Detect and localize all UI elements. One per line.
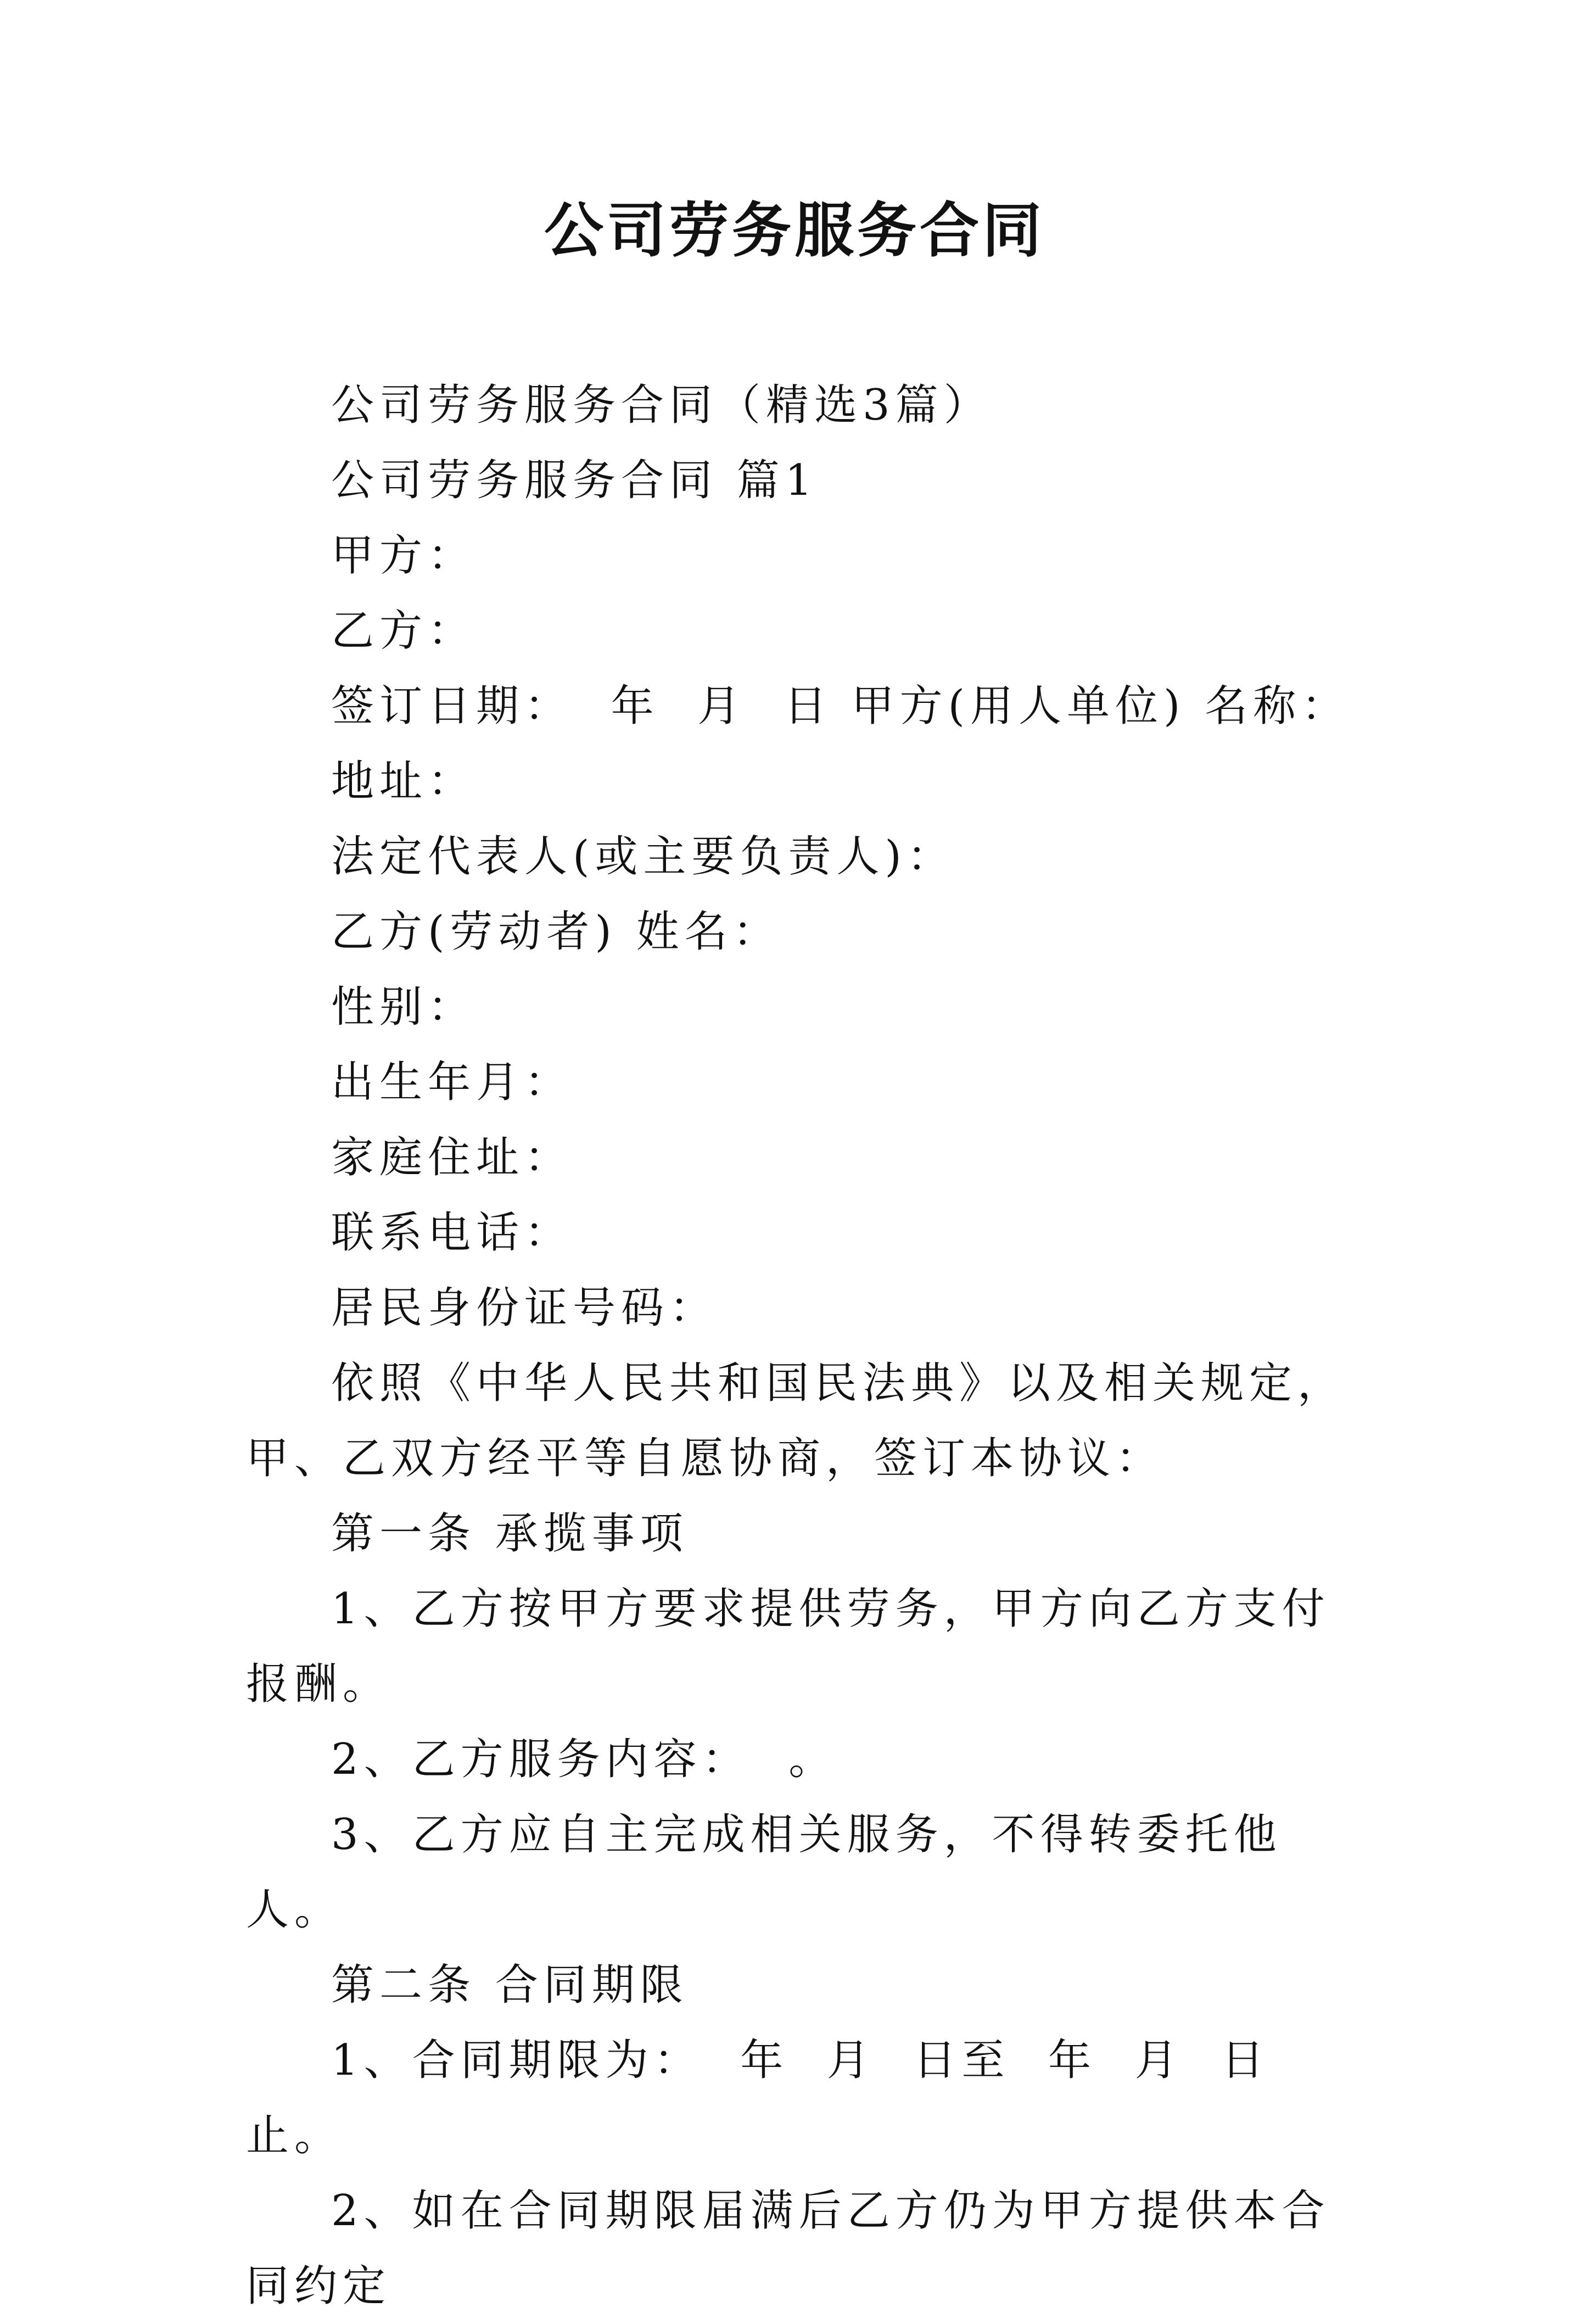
paragraph: 公司劳务服务合同（精选3篇） bbox=[331, 381, 992, 430]
paragraph: 3、乙方应自主完成相关服务，不得转委托他人。 bbox=[246, 1810, 1282, 1935]
section-heading: 第一条 承揽事项 bbox=[331, 1509, 689, 1558]
paragraph: 2、乙方服务内容： 。 bbox=[331, 1735, 837, 1784]
paragraph: 乙方： bbox=[331, 606, 477, 656]
document-body bbox=[246, 368, 1361, 2324]
paragraph: 家庭住址： bbox=[331, 1133, 573, 1182]
document-title: 公司劳务服务合同 bbox=[544, 196, 1045, 265]
paragraph: 2、如在合同期限届满后乙方仍为甲方提供本合同约定 bbox=[246, 2186, 1330, 2311]
paragraph: 签订日期： 年 月 日 甲方(用人单位) 名称： bbox=[331, 681, 1350, 731]
paragraph: 1、乙方按甲方要求提供劳务，甲方向乙方支付报酬。 bbox=[246, 1584, 1330, 1709]
paragraph: 乙方(劳动者) 姓名： bbox=[331, 907, 781, 957]
paragraph: 性别： bbox=[331, 982, 477, 1032]
paragraph: 公司劳务服务合同 篇1 bbox=[331, 456, 818, 505]
paragraph: 出生年月： bbox=[331, 1058, 573, 1107]
section-heading: 第二条 合同期限 bbox=[331, 1960, 689, 2010]
paragraph: 甲方： bbox=[331, 531, 477, 580]
paragraph: 依照《中华人民共和国民法典》以及相关规定，甲、乙双方经平等自愿协商，签订本协议： bbox=[246, 1359, 1346, 1483]
paragraph: 联系电话： bbox=[331, 1208, 573, 1258]
paragraph: 地址： bbox=[331, 757, 477, 806]
paragraph: 1、合同期限为： 年 月 日至 年 月 日止。 bbox=[246, 2036, 1270, 2160]
paragraph: 居民身份证号码： bbox=[331, 1283, 718, 1333]
paragraph: 法定代表人(或主要负责人)： bbox=[331, 832, 955, 881]
